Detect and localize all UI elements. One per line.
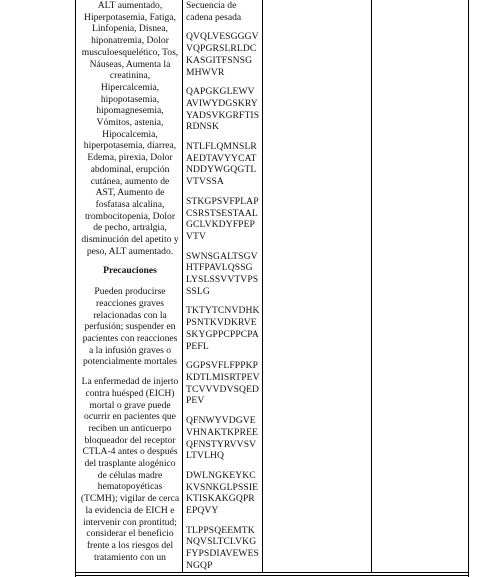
sequence-block: [186, 305, 262, 352]
sequence-block: [186, 196, 262, 243]
text-line: La enfermedad de injerto: [81, 376, 179, 388]
sequence-line: GCLVKDYFPEP: [186, 219, 255, 231]
text-line: hipopotasemia,: [100, 93, 160, 105]
text-line: Hipercalcemia,: [100, 81, 160, 93]
text-line: Secuencia de: [186, 0, 237, 11]
text-line: potencialmente mortales: [82, 356, 178, 368]
sequence-line: PSNTKVDKRVE: [186, 317, 257, 329]
sequence-line: QAPGKGLEWV: [186, 86, 255, 98]
text-line: disminución del apetito y: [81, 234, 179, 246]
sequence-line: GGPSVFLFPPKP: [186, 360, 259, 372]
sequence-line: PEV: [186, 395, 205, 407]
block-gap: [186, 297, 262, 305]
sequence-line: MHWVR: [186, 66, 225, 78]
sequence-line: PEFL: [186, 340, 209, 352]
precaution-gvhd: [78, 376, 182, 563]
text-line: Pueden producirse: [94, 286, 166, 298]
text-line: reacciones graves: [96, 297, 164, 309]
text-line: relacionadas con la: [93, 309, 167, 321]
text-line: cadena pesada: [186, 11, 242, 23]
sequence-line: DWLNGKEYKC: [186, 469, 256, 481]
text-line: trombocitopenia, Dolor: [84, 210, 176, 222]
text-line: cutánea, aumento de: [90, 175, 170, 187]
sequence-line: TKTYTCNVDHK: [186, 305, 260, 317]
sequence-line: SKYGPPCPPCPA: [186, 328, 259, 340]
sequence-line: KTISKAKGQPR: [186, 493, 255, 505]
column-divider-1: [182, 0, 183, 572]
block-gap: [186, 23, 262, 31]
sequence-block: [186, 415, 262, 462]
sequence-block: [186, 141, 262, 188]
sequence-line: FYPSDIAVEWES: [186, 548, 259, 560]
sequence-line: AVIWYDGSKRY: [186, 97, 258, 109]
column-divider-3: [371, 0, 372, 572]
text-line: tratamiento con un: [94, 551, 166, 563]
sequence-line: VQPGRSLRLDC: [186, 43, 257, 55]
sequence-line: QFNSTYRVVSV: [186, 438, 257, 450]
text-line: bloqueador del receptor: [84, 434, 176, 446]
sequence-line: NGQP: [186, 559, 213, 571]
sequence-line: SSLG: [186, 285, 210, 297]
text-line: mortal o grave puede: [89, 399, 171, 411]
sequence-block: [186, 525, 262, 572]
text-line: hiponatremia, Dolor: [91, 35, 169, 47]
sequence-block: [186, 86, 262, 133]
block-gap: [186, 517, 262, 525]
table-bottom-rule-2: [75, 575, 469, 576]
text-line: Edema, pirexia, Dolor: [87, 152, 173, 164]
sequence-line: KASGITFSNSG: [186, 54, 253, 66]
table-bottom-rule: [75, 572, 469, 573]
text-line: pacientes con reacciones: [82, 332, 178, 344]
text-line: contra huésped (EICH): [85, 387, 175, 399]
text-line: (TCMH); vigilar de cerca: [80, 493, 180, 505]
text-line: Linfopenia, Disnea,: [92, 23, 168, 35]
text-line: peso, ALT aumentado.: [86, 245, 174, 257]
sequence-line: EPQVY: [186, 505, 219, 517]
sequence-line: NDDYWGQGTL: [186, 164, 257, 176]
text-line: del trasplante alogénico: [84, 458, 176, 470]
sequence-line: LYSLSSVVTVPS: [186, 274, 259, 286]
heavy-chain-header: [186, 0, 262, 23]
sequence-line: QFNWYVDGVE: [186, 415, 256, 427]
sequence-block: [186, 251, 262, 298]
text-line: Hiperpotasemia, Fatiga,: [84, 11, 176, 23]
text-line: de células madre: [97, 469, 163, 481]
sequence-line: STKGPSVFPLAP: [186, 195, 259, 207]
text-line: de pecho, artralgia,: [93, 222, 167, 234]
sequence-line: TCVVVDVSQED: [186, 383, 260, 395]
adverse-effects-text: [78, 0, 182, 257]
sequence-line: CSRSTSESTAAL: [186, 207, 258, 219]
text-line: la evidencia de EICH e: [85, 504, 175, 516]
text-line: ALT aumentado,: [97, 0, 163, 11]
block-gap: [186, 243, 262, 251]
block-gap: [186, 407, 262, 415]
text-line: considerar el beneficio: [86, 528, 174, 540]
text-line: AST, Aumento de: [95, 187, 165, 199]
column-divider-2: [262, 0, 263, 572]
block-gap: [186, 188, 262, 196]
adverse-effects-cell: [78, 0, 182, 563]
sequence-line: KDTLMISRTPEV: [186, 371, 260, 383]
precautions-heading: Precauciones: [103, 265, 157, 277]
text-line: frente a los riesgos del: [86, 539, 174, 551]
sequence-line: VTV: [186, 230, 207, 242]
text-line: ocurrir en pacientes que: [84, 411, 176, 423]
sequence-line: VHNAKTKPREE: [186, 426, 258, 438]
text-line: a la infusión graves o: [88, 344, 172, 356]
sequence-block: [186, 31, 262, 78]
text-line: hiperpotasemia, diarrea,: [83, 140, 177, 152]
block-gap: [186, 133, 262, 141]
sequence-line: SWNSGALTSGV: [186, 250, 258, 262]
text-line: musculoesquelético, Tos,: [81, 46, 179, 58]
text-line: hipomagnesemia,: [96, 105, 164, 117]
table-border-left: [75, 0, 76, 577]
text-line: intervenir con prontitud;: [83, 516, 177, 528]
block-gap: [186, 352, 262, 360]
precaution-infusion-reactions: [78, 286, 182, 368]
sequence-block: [186, 360, 262, 407]
sequence-line: YADSVKGRFTIS: [186, 109, 260, 121]
heavy-chain-sequence: [186, 31, 262, 571]
sequence-line: NTLFLQMNSLR: [186, 141, 257, 153]
table-border-right: [468, 0, 469, 577]
text-line: abdominal, erupción: [90, 163, 170, 175]
sequence-line: QVQLVESGGGV: [186, 31, 259, 43]
text-line: reciben un anticuerpo: [88, 422, 172, 434]
text-line: Náuseas, Aumenta la: [89, 58, 171, 70]
text-line: CTLA-4 antes o después: [82, 446, 178, 458]
sequence-block: [186, 470, 262, 517]
sequence-line: KVSNKGLPSSIE: [186, 481, 259, 493]
sequence-line: AEDTAVYYCAT: [186, 152, 257, 164]
text-line: Vómitos, astenia,: [96, 117, 164, 129]
sequence-line: LTVLHQ: [186, 450, 225, 462]
sequence-line: NQVSLTCLVKG: [186, 536, 257, 548]
paragraph-gap: [78, 368, 182, 376]
text-line: hematopoyéticas: [97, 481, 163, 493]
text-line: fosfatasa alcalina,: [95, 198, 165, 210]
sequence-line: VTVSSA: [186, 176, 224, 188]
sequence-line: HTFPAVLQSSG: [186, 262, 253, 274]
heavy-chain-cell: [186, 0, 262, 572]
block-gap: [186, 78, 262, 86]
text-line: perfusión; suspender en: [84, 321, 176, 333]
sequence-line: RDNSK: [186, 121, 220, 133]
text-line: creatinina,: [109, 70, 151, 82]
block-gap: [186, 462, 262, 470]
sequence-line: TLPPSQEEMTK: [186, 524, 255, 536]
text-line: Hipocalcemia,: [102, 128, 158, 140]
